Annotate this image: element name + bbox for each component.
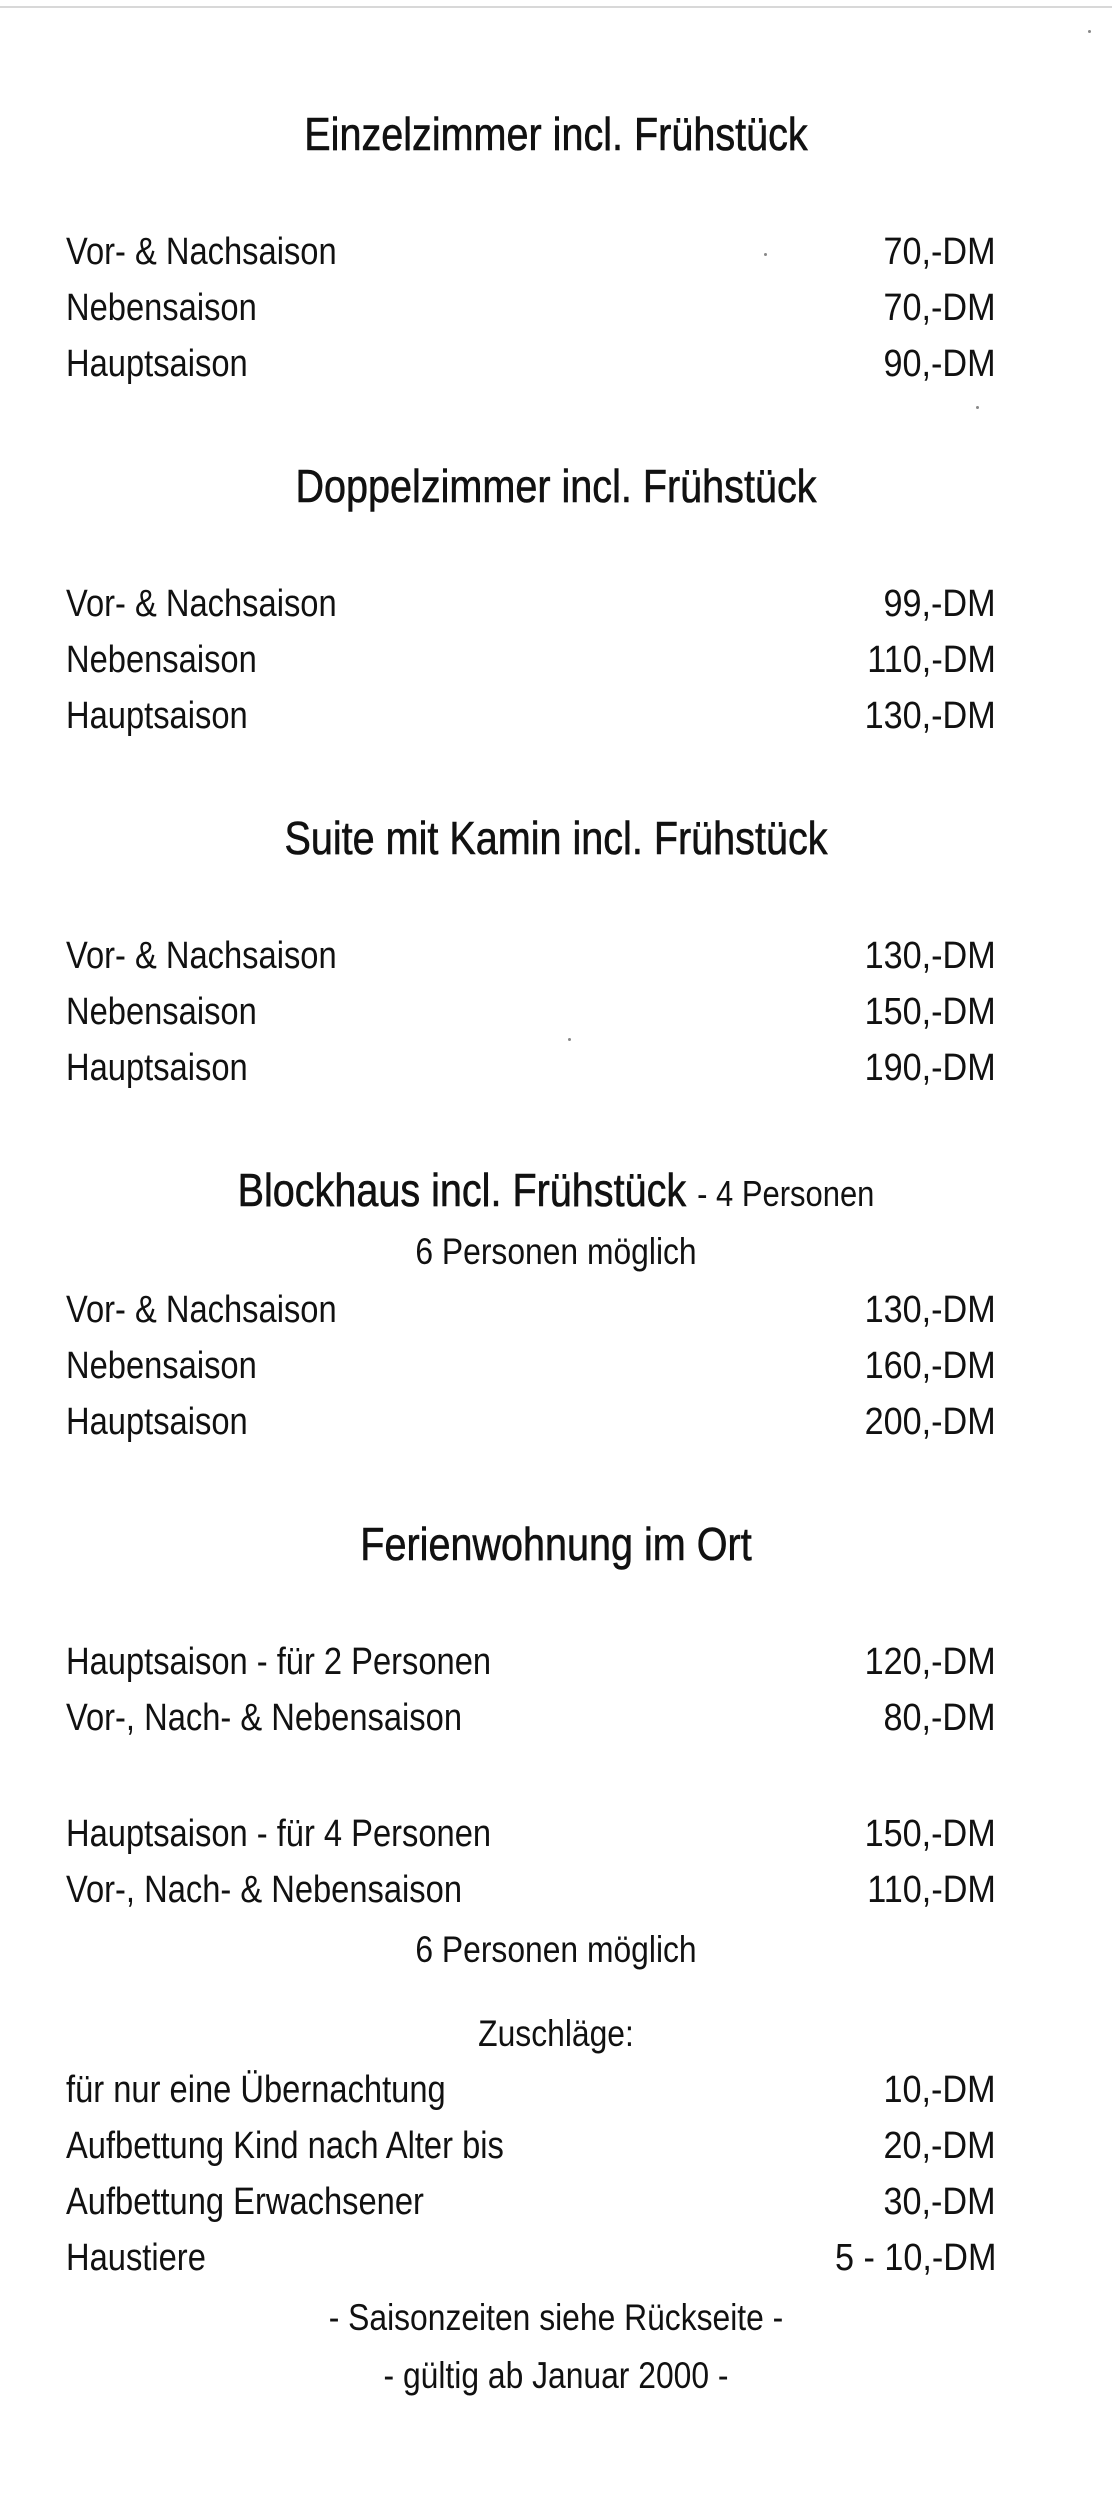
season-label: Nebensaison <box>66 991 257 1033</box>
surcharge-price: 5 - 10,-DM <box>834 2237 996 2279</box>
surcharge-price: 20,-DM <box>883 2125 996 2167</box>
season-label: Hauptsaison <box>66 1401 248 1443</box>
price-row <box>66 1338 996 1394</box>
price-row <box>66 1040 996 1096</box>
surcharge-price: 30,-DM <box>883 2181 996 2223</box>
season-label: Hauptsaison <box>66 1047 248 1089</box>
price-row <box>66 688 996 744</box>
price-row <box>66 1806 996 1862</box>
scan-edge-line <box>0 6 1112 8</box>
season-label: Hauptsaison - für 4 Personen <box>66 1813 492 1855</box>
price-value: 110,-DM <box>867 639 996 681</box>
season-label: Vor- & Nachsaison <box>66 583 337 625</box>
scan-speck <box>1088 30 1091 33</box>
footer-validity-note: - gültig ab Januar 2000 - <box>383 2355 729 2396</box>
surcharges-title: Zuschläge: <box>478 2013 634 2054</box>
price-row <box>66 224 996 280</box>
season-label: Vor- & Nachsaison <box>66 1289 337 1331</box>
season-label: Nebensaison <box>66 639 257 681</box>
price-row <box>66 280 996 336</box>
price-value: 99,-DM <box>883 583 996 625</box>
section-title-einzelzimmer: Einzelzimmer incl. Frühstück <box>304 108 808 160</box>
footer-season-note: - Saisonzeiten siehe Rückseite - <box>328 2297 784 2338</box>
scan-speck <box>764 253 767 256</box>
price-row <box>66 984 996 1040</box>
section-title-doppelzimmer: Doppelzimmer incl. Frühstück <box>295 460 817 512</box>
season-label: Vor-, Nach- & Nebensaison <box>66 1697 462 1739</box>
season-label: Hauptsaison <box>66 695 248 737</box>
season-label: Vor- & Nachsaison <box>66 935 337 977</box>
price-value: 90,-DM <box>883 343 996 385</box>
price-value: 70,-DM <box>883 287 996 329</box>
section-title-ferienwohnung: Ferienwohnung im Ort <box>360 1518 752 1570</box>
price-value: 200,-DM <box>864 1401 996 1443</box>
surcharge-row <box>66 2118 996 2174</box>
blockhaus-title-text: Blockhaus incl. Frühstück <box>237 1164 687 1216</box>
price-row <box>66 1690 996 1746</box>
surcharge-label: Aufbettung Erwachsener <box>66 2181 424 2223</box>
price-value: 130,-DM <box>864 935 996 977</box>
price-value: 130,-DM <box>864 695 996 737</box>
price-row <box>66 928 996 984</box>
section-title-suite: Suite mit Kamin incl. Frühstück <box>284 812 828 864</box>
season-label: Nebensaison <box>66 287 257 329</box>
scan-speck <box>568 1038 571 1041</box>
surcharge-label: Aufbettung Kind nach Alter bis <box>66 2125 504 2167</box>
surcharge-row <box>66 2230 996 2286</box>
season-label: Nebensaison <box>66 1345 257 1387</box>
price-value: 120,-DM <box>864 1641 996 1683</box>
surcharge-row <box>66 2062 996 2118</box>
price-row <box>66 1282 996 1338</box>
price-value: 150,-DM <box>864 1813 996 1855</box>
scan-speck <box>976 406 979 409</box>
blockhaus-title-suffix: - 4 Personen <box>697 1173 875 1214</box>
price-value: 190,-DM <box>864 1047 996 1089</box>
ferienwohnung-note: 6 Personen möglich <box>415 1929 697 1970</box>
price-row <box>66 1862 996 1918</box>
season-label: Hauptsaison - für 2 Personen <box>66 1641 492 1683</box>
price-value: 70,-DM <box>883 231 996 273</box>
price-row <box>66 576 996 632</box>
season-label: Vor-, Nach- & Nebensaison <box>66 1869 462 1911</box>
surcharge-label: für nur eine Übernachtung <box>66 2069 446 2111</box>
section-title-blockhaus <box>78 1162 1034 1222</box>
price-value: 160,-DM <box>864 1345 996 1387</box>
season-label: Hauptsaison <box>66 343 248 385</box>
price-value: 110,-DM <box>867 1869 996 1911</box>
price-value: 80,-DM <box>883 1697 996 1739</box>
surcharge-label: Haustiere <box>66 2237 206 2279</box>
blockhaus-note: 6 Personen möglich <box>415 1231 697 1272</box>
surcharge-row <box>66 2174 996 2230</box>
price-value: 130,-DM <box>864 1289 996 1331</box>
price-row <box>66 336 996 392</box>
price-row <box>66 1394 996 1450</box>
price-row <box>66 632 996 688</box>
price-value: 150,-DM <box>864 991 996 1033</box>
surcharge-price: 10,-DM <box>883 2069 996 2111</box>
season-label: Vor- & Nachsaison <box>66 231 337 273</box>
price-row <box>66 1634 996 1690</box>
